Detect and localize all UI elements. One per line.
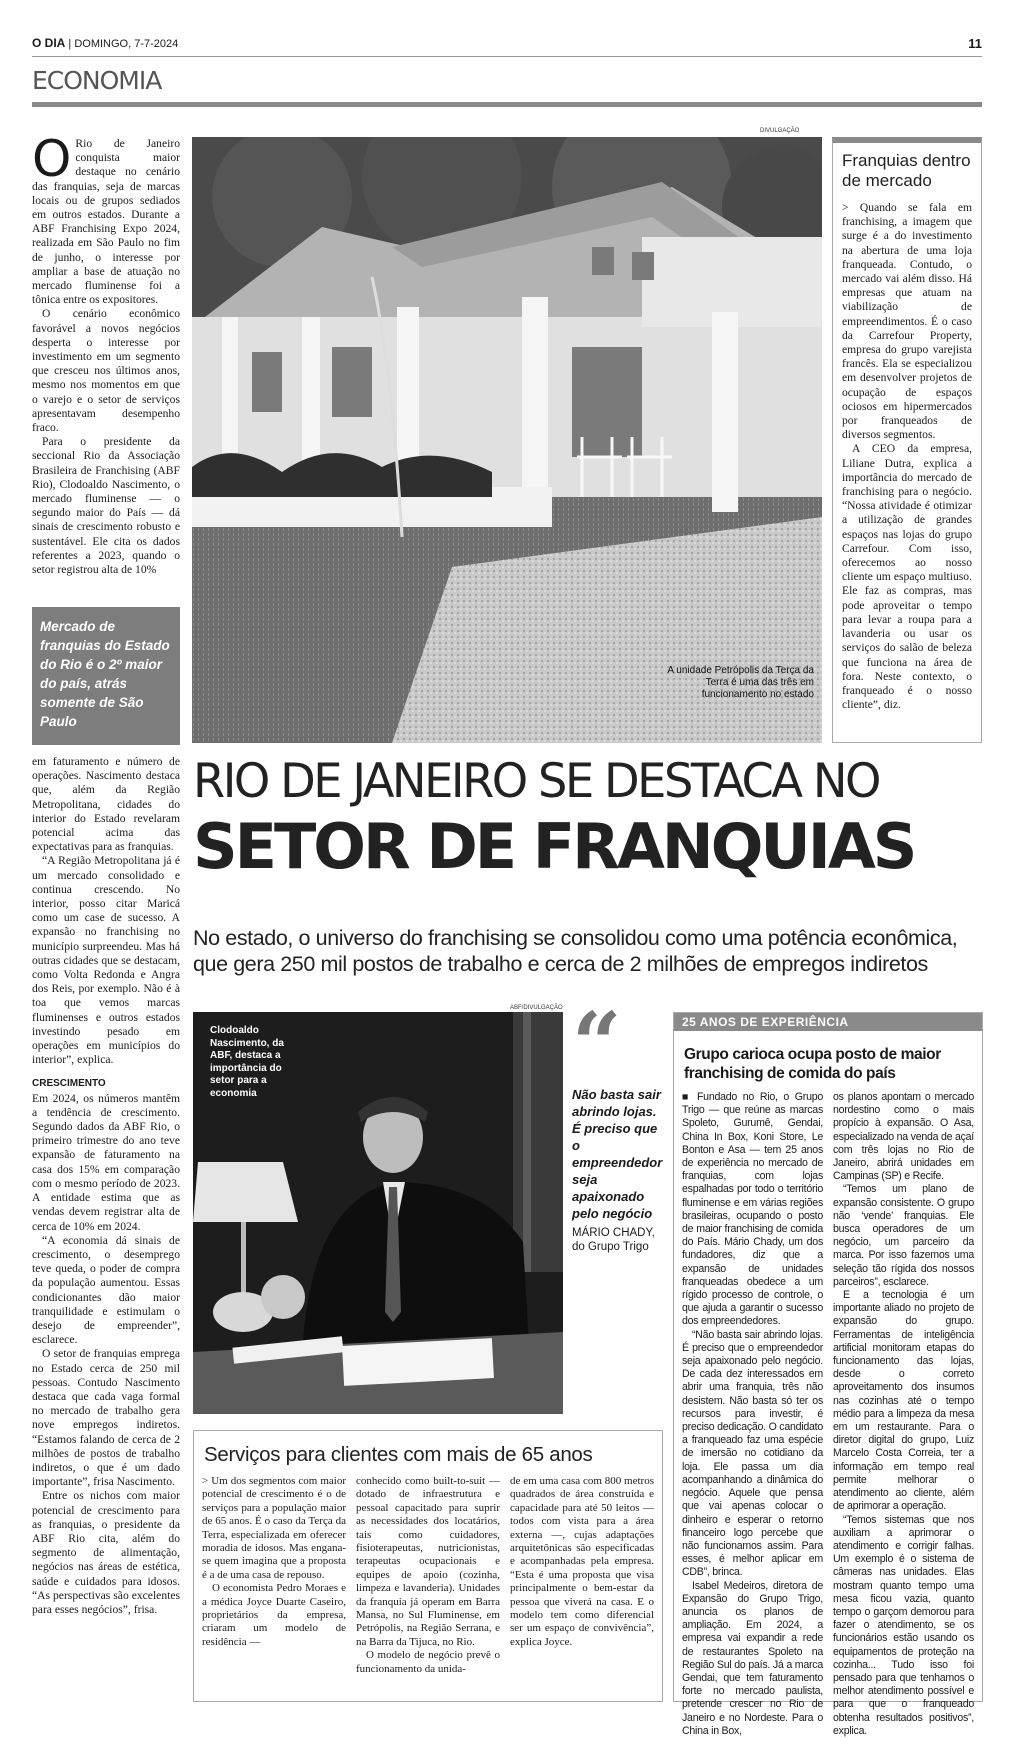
- sidebar2-columns: [674, 1091, 982, 1738]
- sidebar2-paragraph-5: “Temos um plano de expansão consistente. O grupo não ‘vende’ franquias. Ele busca operadores de um negócio, um parceiro da marca. Por isso fazemos uma seleção tão rígida dos nossos parceiros”, esclarece.: [833, 1183, 974, 1288]
- sidebar-body: [842, 201, 972, 712]
- sidebar2-paragraph-1: ■ Fundado no Rio, o Grupo Trigo — que reúne as marcas Spoleto, Gurumê, Gendai, China In Box, Koni Store, Le Bonton e Asa — tem 25 anos de experiência no mercado de franquias, com lojas espalhadas por todo o território fluminense e em várias regiões brasileiras, ocupando o posto de maior franchising de comida do País. Mário Chady, um dos fundadores, diz que a expansão de unidades franqueadas obedece a um rígido processo de controle, o que ajuda a garantir o sucesso dos empreendedores.: [682, 1091, 823, 1328]
- sidebar2-column-2: [833, 1091, 974, 1738]
- sidebar-25-anos: [673, 1012, 983, 1737]
- sidebar2-column-1: [682, 1091, 823, 1738]
- services-columns: [194, 1475, 662, 1676]
- sidebar2-title: Grupo carioca ocupa posto de maior franchising de comida do país: [684, 1046, 941, 1082]
- photo-credit: DIVULGAÇÃO: [760, 128, 800, 134]
- col1-paragraph-5: O setor de franquias emprega no Estado cerca de 250 mil pessoas. Contudo Nascimento destaca que cada vaga formal no mercado de trabalho gera nove empregos indiretos. “Estamos falando de cerca de 2 milhões de postos de trabalho indiretos, o que é um dado importante”, frisa Nascimento.: [32, 1347, 180, 1489]
- page-header: [32, 36, 982, 52]
- services-paragraph-2: O economista Pedro Moraes e a médica Joyce Duarte Caseiro, proprietários da empresa, criaram um modelo de residência —: [202, 1582, 346, 1648]
- headline-line-2: SETOR DE FRANQUIAS: [193, 810, 915, 883]
- sidebar2-paragraph-4: os planos apontam o mercado nordestino como o mais propício à expansão. O Asa, especializado na venda de açaí com três lojas no Rio de Janeiro, abrirá unidades em Campinas (SP) e Recife.: [833, 1091, 974, 1183]
- col1-paragraph-4: “A economia dá sinais de crescimento, o desemprego teve queda, o poder de compra da população aumentou. Essas condicionantes dão maior tranquilidade e estimulam o desejo de empreender”, esclarece.: [32, 1233, 180, 1347]
- services-column-3: [510, 1475, 654, 1676]
- services-box: [193, 1430, 663, 1702]
- section-rule: [32, 102, 982, 107]
- house-illustration: [192, 137, 822, 743]
- services-title: Serviços para clientes com mais de 65 anos: [204, 1443, 593, 1466]
- sidebar-franquias: [832, 137, 982, 743]
- sidebar2-paragraph-7: “Temos sistemas que nos auxiliam a aprimorar o atendimento e corrigir falhas. Um exemplo é o sistema de câmeras nas unidades. Elas mostram quanto tempo uma mesa ficou vazia, quanto tempo o garçom demorou para fazer o atendimento, se os funcionários estão usando os equipamentos de proteção na cozinha... Tudo isso foi pensado para que tenhamos o melhor atendimento possível e para que o franqueado obtenha resultados positivos”, explica.: [833, 1513, 974, 1737]
- sidebar-paragraph-1: > Quando se fala em franchising, a imagem que surge é a do investimento na abertura de uma loja franqueada. Contudo, o mercado vai além disso. Há empresas que atuam na viabilização de empreendimentos. É o caso da Carrefour Property, empresa do grupo varejista francês. Ela se especializou em desenvolver projetos de ocupação de espaços ociosos em hipermercados por franqueados de diversos segmentos.: [842, 201, 972, 442]
- photo-caption: A unidade Petrópolis da Terça da Terra é uma das três em funcionamento no estado: [667, 665, 814, 700]
- col1-paragraph-3: Em 2024, os números mantêm a tendência de crescimento. Segundo dados da ABF Rio, o primeiro trimestre do ano teve expansão de faturamento na casa dos 15% em comparação com o mesmo período de 2023. A entidade estima que as vendas devem registrar alta de cerca de 10% em 2024.: [32, 1091, 180, 1233]
- lead-paragraph-3: Para o presidente da seccional Rio da Associação Brasileira de Franchising (ABF Rio), Clodoaldo Nascimento, o mercado fluminense — o segundo maior do País — dá sinais de crescimento robusto e sustentável. Ele cita os dados referentes a 2023, quando o setor registrou alta de 10%: [32, 435, 180, 577]
- sidebar-title: Franquias dentro de mercado: [842, 151, 971, 190]
- photo2-caption: Clodoaldo Nascimento, da ABF, destaca a importância do setor para a economia: [210, 1025, 284, 1099]
- pull-quote-box: Mercado de franquias do Estado do Rio é o 2º maior do país, atrás somente de São Paulo: [32, 607, 180, 745]
- sidebar2-paragraph-6: E a tecnologia é um importante aliado no projeto de expansão do grupo. Ferramentas de inteligência artificial monitoram etapas do funcionamento das lojas, desde o correto aproveitamento dos insumos nas cozinhas até o tempo médio para a limpeza da mesa em um restaurante. Para o diretor digital do grupo, Luiz Marcelo Costa Correia, ter a informação em tempo real permite melhorar o atendimento ao cliente, além de aprimorar a operação.: [833, 1289, 974, 1513]
- house-photo: [192, 137, 822, 743]
- sidebar2-tag: 25 ANOS DE EXPERIÊNCIA: [674, 1013, 982, 1031]
- page-number: 11: [968, 36, 982, 51]
- quote-block: [572, 994, 668, 1254]
- lead-paragraph-2: O cenário econômico favorável a novos negócios desperta o interesse por investimento em um segmento que cresceu nos últimos anos, mesmo nos momentos em que o varejo e o setor de serviços apresentavam desempenho fraco.: [32, 307, 180, 435]
- sidebar-paragraph-2: A CEO da empresa, Liliane Dutra, explica a importância do mercado de franchising para o negócio. “Nossa atividade é otimizar a utilização de grandes espaços nas lojas do grupo Carrefour. Com isso, oferecemos ao nosso cliente um espaço multiuso. Ele faz as compras, mas pode aproveitar o tempo para levar a roupa para a lavanderia ou usar os serviços do salão de beleza que funciona na área de fora. Neste contexto, o franqueado é o nosso cliente”, diz.: [842, 442, 972, 712]
- col1-paragraph-6: Entre os nichos com maior potencial de crescimento para as franquias, o presidente da ABF Rio cita, além do segmento de alimentação, negócios nas áreas de estética, saúde e cuidados para idosos. “As perspectivas são excelentes para esses negócios”, frisa.: [32, 1489, 180, 1616]
- separator: |: [68, 38, 75, 50]
- lead-paragraph-1: Rio de Janeiro conquista maior destaque no cenário das franquias, seja de marcas locais ou de grupos sediados em outros estados. Durante a ABF Franchising Expo 2024, realizada em São Paulo no fim de junho, o interesse por ampliar a base de atuação no mercado fluminense foi a tônica entre os expositores.: [32, 137, 180, 307]
- drop-cap: O: [32, 130, 72, 188]
- header-rule: [32, 56, 982, 57]
- sidebar2-paragraph-2: “Não basta sair abrindo lojas. É preciso que o empreendedor seja apaixonado pelo negócio. De cada dez interessados em abrir uma franquia, três não desistem. Não basta só ter os recursos para investir, é preciso dedicação. O candidato a franqueado faz uma espécie de imersão no cotidiano da loja. Ele passa um dia acompanhando a dinâmica do negócio. Aquele que pensa que vai apenas colocar o dinheiro e esperar o retorno financeiro logo percebe que não funcionamos assim. Para esses, é melhor aplicar em CDB”, brinca.: [682, 1328, 823, 1579]
- article-column-1: [32, 755, 180, 1617]
- quote-author: MÁRIO CHADY, do Grupo Trigo: [572, 1227, 655, 1253]
- sidebar2-paragraph-3: Isabel Medeiros, diretora de Expansão do Grupo Trigo, anuncia os planos de ampliação. Em 2024, a empresa vai expandir a rede de restaurantes Spoleto na Região Sul do país. Já a marca Gendai, que tem faturamento forte no mercado paulista, pretende crescer no Rio de Janeiro e no Nordeste. Para o China in Box,: [682, 1579, 823, 1737]
- subheadline: No estado, o universo do franchising se consolidou como uma potência econômica, que gera 250 mil postos de trabalho e cerca de 2 milhões de empregos indiretos: [193, 926, 958, 976]
- col1-paragraph-2: “A Região Metropolitana já é um mercado consolidado e continua crescendo. No interior, posso citar Maricá como um case de sucesso. A expansão no franchising no município surpreendeu. Mas há outras cidades que se destacam, como Volta Redonda e Angra dos Reis, por exemplo. Não é à toa que vemos marcas fluminenses e outros estados investindo pesado em operações em municípios do interior”, explica.: [32, 854, 180, 1067]
- services-paragraph-1: > Um dos segmentos com maior potencial de crescimento é o de serviços para a população maior de 65 anos. É o caso da Terça da Terra, especializada em oferecer moradia de idosos. Mas engana-se quem imagina que a proposta é a de uma casa de repouso.: [202, 1475, 346, 1581]
- services-column-2: [356, 1475, 500, 1676]
- section-title: ECONOMIA: [32, 66, 162, 95]
- services-column-1: [202, 1475, 346, 1676]
- services-paragraph-5: de em uma casa com 800 metros quadrados de área construída e capacidade para até 50 leitos — todos com vista para a área externa —, cujas adaptações arquitetônicas são especificadas e acompanhadas pela empresa. “Esta é uma proposta que visa principalmente o bem-estar da pessoa que viverá na casa. E o modelo tem como diferencial ser um espaço de convivência”, explica Joyce.: [510, 1475, 654, 1648]
- services-paragraph-3: conhecido como built-to-suit — dotado de infraestrutura e pessoal capacitado para suprir as necessidades dos locatários, tais como cuidadores, fisioterapeutas, nutricionistas, terapeutas ocupacionais e equipes de apoio (cozinha, limpeza e lavanderia). Unidades da franquia já operam em Barra Mansa, no Sul Fluminense, em Petrópolis, na Região Serrana, e na Barra da Tijuca, no Rio.: [356, 1475, 500, 1648]
- article-lead: [32, 130, 180, 577]
- quote-mark-icon: “: [572, 994, 622, 1095]
- services-paragraph-4: O modelo de negócio prevê o funcionamento da unida-: [356, 1649, 500, 1675]
- newspaper-logo: O DIA: [32, 36, 66, 50]
- quote-text: Não basta sair abrindo lojas. É preciso que o empreendedor seja apaixonado pelo negócio: [572, 1087, 663, 1221]
- issue-date: DOMINGO, 7-7-2024: [74, 38, 179, 50]
- crescimento-subhead: CRESCIMENTO: [32, 1078, 106, 1090]
- headline-line-1: RIO DE JANEIRO SE DESTACA NO: [193, 754, 879, 809]
- col1-paragraph-1: em faturamento e número de operações. Nascimento destaca que, além da Região Metropolitana, cidades do interior do Estado revelaram potencial acima das expectativas para as franquias.: [32, 755, 180, 854]
- photo2-credit: ABF/DIVULGAÇÃO: [510, 1005, 563, 1011]
